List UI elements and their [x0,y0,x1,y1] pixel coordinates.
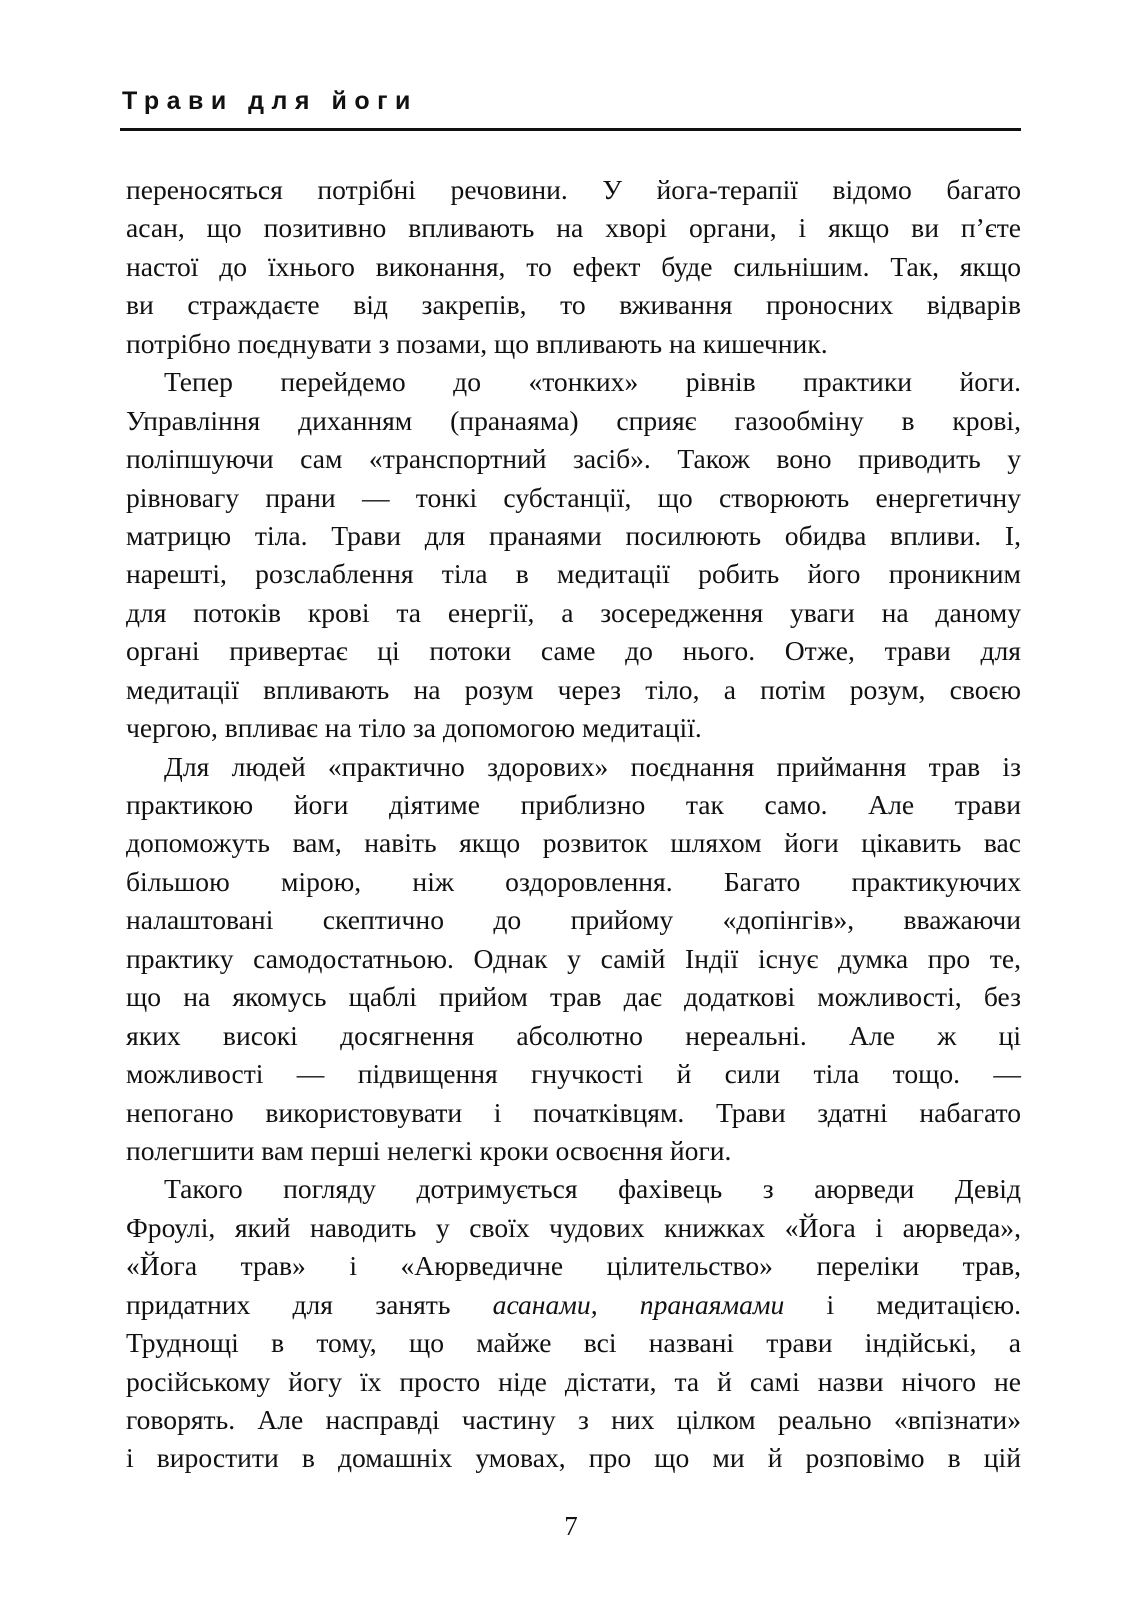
text-segment: більшою мірою, ніж оздоровлення. Багато практикуючих [126,865,1021,897]
text-segment: практику самодостатньою. Однак у самій Індії існує думка про те, [126,942,1021,974]
text-line [126,1094,1021,1132]
text-line [126,786,1021,824]
text-line [126,863,1021,901]
text-line [126,1055,1021,1093]
text-segment: «Йога трав» і «Аюрведичне цілительство» переліки трав, [126,1250,1021,1282]
text-segment: переносяться потрібні речовини. У йога-терапії відомо багато [126,174,1021,205]
text-segment: допоможуть вам, навіть якщо розвиток шляхом йоги цікавить вас [126,827,1021,859]
text-segment: нарешті, розслаблення тіла в медитації робить його проникним [126,558,1021,590]
text-line [126,248,1021,286]
text-line [126,594,1021,632]
text-segment: полегшити вам перші нелегкі кроки освоєння йоги. [126,1134,732,1166]
text-line [126,555,1021,593]
text-segment: російському йогу їх просто ніде дістати, та й самі назви нічого не [126,1365,1021,1397]
text-line [126,1170,1021,1208]
text-segment: Труднощі в тому, що майже всі названі трави індійські, а [126,1327,1021,1359]
text-segment: асан, що позитивно впливають на хворі органи, і якщо ви п’єте [126,212,1021,244]
text-segment: Фроулі, який наводить у своїх чудових книжках «Йога і аюрведа», [126,1211,1021,1243]
text-segment: Тепер перейдемо до «тонких» рівнів практики йоги. [164,366,1021,398]
text-line [126,171,1021,209]
text-segment: і виростити в домашніх умовах, про що ми й розповімо в цій [126,1442,1021,1474]
text-line [126,1324,1021,1362]
text-line [126,1209,1021,1247]
text-segment: непогано використовувати і початківцям. Трави здатні набагато [126,1096,1021,1128]
text-line [126,1439,1021,1477]
text-line [126,1017,1021,1055]
running-title: Трави для йоги [122,87,418,115]
italic-text: асанами, пранаямами [492,1288,785,1320]
text-segment: Такого погляду дотримується фахівець з аюрведи Девід [164,1173,1021,1205]
text-segment: і медитацією. [784,1288,1021,1320]
text-line [126,709,1021,747]
text-line [126,1363,1021,1401]
text-segment: ви страждаєте від закрепів, то вживання проносних відварів [126,289,1021,321]
text-segment: налаштовані скептично до прийому «допінгів», вважаючи [126,904,1021,936]
text-line [126,1132,1021,1170]
text-line [126,1286,1021,1324]
text-line [126,1401,1021,1439]
text-line [126,940,1021,978]
text-line [126,748,1021,786]
text-line [126,325,1021,363]
text-segment: для потоків крові та енергії, а зосередження уваги на даному [126,596,1021,628]
text-line [126,402,1021,440]
body-text [126,171,1021,1478]
text-line [126,363,1021,401]
text-segment: медитації впливають на розум через тіло, а потім розум, своєю [126,673,1021,705]
text-segment: поліпшуючи сам «транспортний засіб». Також воно приводить у [126,443,1021,475]
text-segment: настої до їхнього виконання, то ефект буде сильнішим. Так, якщо [126,250,1021,282]
text-line [126,1247,1021,1285]
text-line [126,671,1021,709]
paragraph [126,363,1021,747]
text-segment: матрицю тіла. Трави для пранаями посилюють обидва впливи. І, [126,519,1021,551]
text-segment: що на якомусь щаблі прийом трав дає додаткові можливості, без [126,981,1021,1013]
text-segment: говорять. Але насправді частину з них цілком реально «впізнати» [126,1404,1021,1435]
header-rule [120,128,1021,131]
text-line [126,517,1021,555]
text-line [126,901,1021,939]
text-segment: чергою, впливає на тіло за допомогою медитації. [126,712,702,744]
text-line [126,824,1021,862]
text-line [126,209,1021,247]
text-line [126,632,1021,670]
page-number: 7 [564,1511,578,1541]
text-segment: Управління диханням (пранаяма) сприяє газообміну в крові, [126,404,1021,436]
text-line [126,440,1021,478]
text-segment: Для людей «практично здорових» поєднання приймання трав із [164,750,1021,782]
paragraph [126,1170,1021,1478]
text-segment: органі привертає ці потоки саме до нього. Отже, трави для [126,635,1021,667]
paragraph [126,171,1021,363]
text-line [126,286,1021,324]
text-segment: можливості — підвищення гнучкості й сили тіла тощо. — [126,1058,1021,1090]
text-segment: яких високі досягнення абсолютно нереальні. Але ж ці [126,1019,1021,1051]
text-segment: потрібно поєднувати з позами, що впливають на кишечник. [126,327,828,359]
text-segment: придатних для занять [126,1288,493,1320]
paragraph [126,748,1021,1171]
text-segment: практикою йоги діятиме приблизно так само. Але трави [126,789,1021,820]
text-line [126,479,1021,517]
text-line [126,978,1021,1016]
text-segment: рівновагу прани — тонкі субстанції, що створюють енергетичну [126,481,1021,513]
